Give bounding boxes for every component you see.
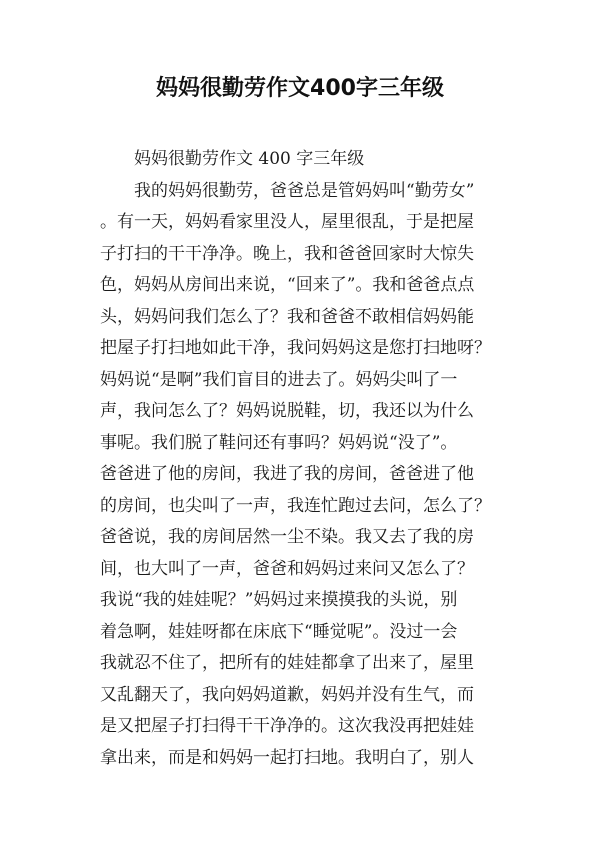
body-line: 我的妈妈很勤劳，爸爸总是管妈妈叫“勤劳女” <box>134 180 475 201</box>
body-line: 又乱翻天了，我向妈妈道歉，妈妈并没有生气，而 <box>100 684 474 705</box>
body-line: 把屋子打扫地如此干净，我问妈妈这是您打扫地呀？ <box>100 338 491 358</box>
body-line: 爸爸进了他的房间，我进了我的房间，爸爸进了他 <box>100 464 474 484</box>
body-line: 妈妈说“是啊”我们盲目的进去了。妈妈尖叫了一 <box>100 369 458 390</box>
body-line: 拿出来，而是和妈妈一起打扫地。我明白了，别人 <box>100 747 474 768</box>
body-line: 我就忍不住了，把所有的娃娃都拿了出来了，屋里 <box>100 653 474 673</box>
body-line: 的房间，也尖叫了一声，我连忙跑过去问，怎么了？ <box>100 495 491 516</box>
body-line: 我说“我的娃娃呢？”妈妈过来摸摸我的头说，别 <box>100 590 458 610</box>
body-line: 头，妈妈问我们怎么了？我和爸爸不敢相信妈妈能 <box>100 306 474 327</box>
body-line: 。有一天，妈妈看家里没人，屋里很乱，于是把屋 <box>100 212 474 232</box>
document-body <box>100 144 520 774</box>
document-title: 妈妈很勤劳作文400字三年级 <box>156 76 444 101</box>
body-line: 声，我问怎么了？妈妈说脱鞋，切，我还以为什么 <box>100 401 474 421</box>
body-line: 子打扫的干干净净。晚上，我和爸爸回家时大惊失 <box>100 243 474 264</box>
body-line: 是又把屋子打扫得干干净净的。这次我没再把娃娃 <box>100 716 474 736</box>
body-line: 间，也大叫了一声，爸爸和妈妈过来问又怎么了？ <box>100 558 474 579</box>
body-line: 事呢。我们脱了鞋问还有事吗？妈妈说“没了”。 <box>100 432 458 453</box>
body-line: 色，妈妈从房间出来说，“回来了”。我和爸爸点点 <box>100 275 475 295</box>
body-line-subtitle: 妈妈很勤劳作文 400 字三年级 <box>134 149 365 169</box>
body-line: 爸爸说，我的房间居然一尘不染。我又去了我的房 <box>100 527 474 547</box>
body-line: 着急啊，娃娃呀都在床底下“睡觉呢”。没过一会 <box>100 621 458 642</box>
